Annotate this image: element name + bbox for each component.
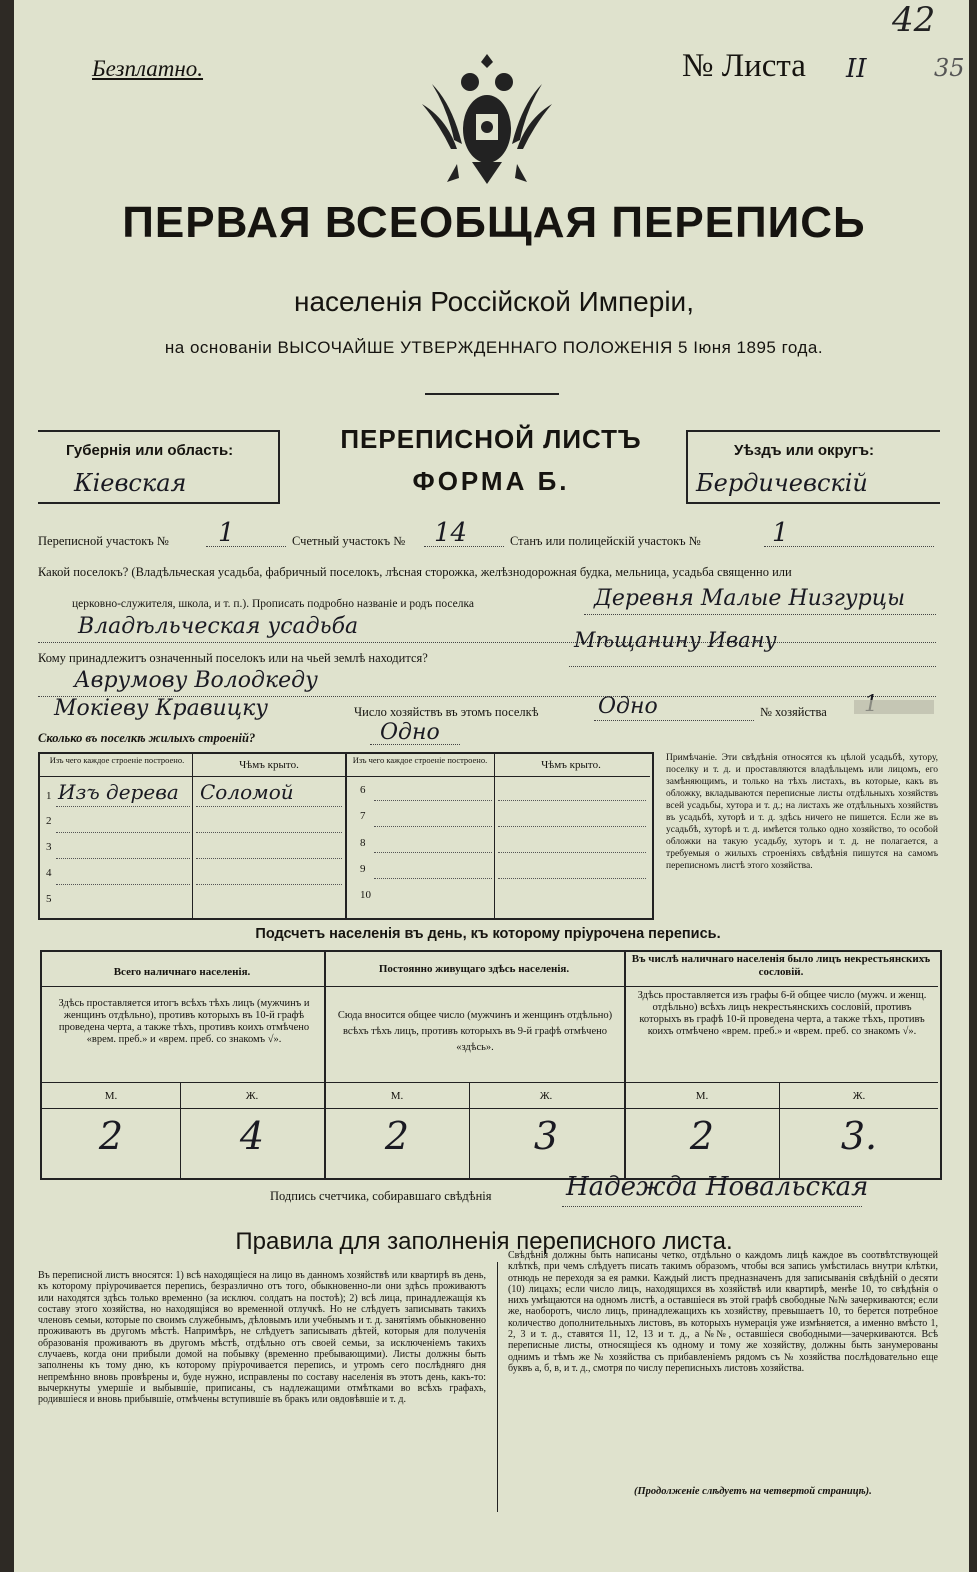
form-title: ПЕРЕПИСНОЙ ЛИСТЪ (340, 424, 642, 454)
col-female-header: Ж. (539, 1090, 553, 1102)
continued-note: (Продолженіе слѣдуетъ на четвертой страницѣ). (634, 1486, 872, 1497)
document-title: ПЕРВАЯ ВСЕОБЩАЯ ПЕРЕПИСЬ (122, 198, 866, 247)
settlement-hint: церковно-служителя, школа, и т. п.). Прописать подробно названіе и родъ поселка (72, 598, 475, 610)
settlement-question: Какой поселокъ? (Владѣльческая усадьба, фабричный поселокъ, лѣсная сторожка, желѣзнодорожная будка, мельница, усадьба священно или (38, 565, 792, 579)
non-peasant-header: Въ числѣ наличнаго населенія было лицъ некрестьянскихъ сословій. (631, 953, 931, 978)
total-female-value: 4 (239, 1114, 265, 1158)
census-sheet (14, 0, 969, 1572)
owner-value-line2: Аврумову Володкеду (74, 668, 318, 693)
sheet-number-label: № Листа (682, 48, 806, 84)
non-peasant-desc: Здѣсь проставляется изъ графы 6-й общее число (мужч. и женщ. отдѣльно) всѣхъ лицъ некрестьянскихъ сословій, противъ которыхъ въ графѣ 10-й проведена черта, а также тѣхъ, противъ коихъ отмѣчено «врем. преб.» и «врем. преб. со знакомъ √». (637, 990, 927, 1037)
buildings-col-roof-header-left: Чѣмъ крыто. (239, 759, 299, 771)
col-male-header: М. (390, 1090, 404, 1102)
building-roof-value: Соломой (200, 780, 294, 804)
building-row-number: 6 (360, 784, 366, 796)
archive-page-number-pencil: 35 (934, 54, 965, 82)
building-row-number: 10 (360, 889, 371, 901)
double-headed-eagle-emblem (412, 44, 562, 194)
building-row-number: 2 (46, 815, 52, 827)
buildings-question: Сколько въ поселкѣ жилыхъ строеній? (38, 731, 256, 745)
permanent-male-value: 2 (384, 1114, 410, 1158)
district-label: Уѣздъ или округъ: (734, 442, 875, 459)
building-row-number: 7 (360, 810, 366, 822)
police-area-value: 1 (772, 518, 789, 548)
households-count-value: Одно (598, 694, 658, 719)
owner-value-line1: Мѣщанину Ивану (574, 628, 777, 652)
building-row-number: 3 (46, 841, 52, 853)
building-row-number: 8 (360, 837, 366, 849)
count-area-value: 14 (434, 518, 468, 548)
col-female-header: Ж. (245, 1090, 259, 1102)
building-row-number: 9 (360, 863, 366, 875)
enumerator-signature-label: Подпись счетчика, собиравшаго свѣдѣнія (270, 1189, 492, 1203)
col-male-header: М. (104, 1090, 118, 1102)
archive-page-number: 42 (892, 0, 936, 40)
building-row-number: 4 (46, 867, 52, 879)
households-count-label: Число хозяйствъ въ этомъ поселкѣ (354, 705, 539, 719)
settlement-value-line1: Деревня Малые Низгурцы (594, 586, 906, 611)
building-row-number: 5 (46, 893, 52, 905)
rules-title: Правила для заполненія переписного листа. (235, 1228, 733, 1255)
district-value: Бердичевскій (696, 469, 868, 497)
building-material-value: Изъ дерева (58, 780, 179, 804)
count-area-label: Счетный участокъ № (292, 534, 406, 548)
police-area-label: Станъ или полицейскій участокъ № (510, 534, 701, 548)
non-peasant-male-value: 2 (689, 1114, 715, 1158)
buildings-col-material-header-right: Изъ чего каждое строеніе построено. (352, 755, 488, 765)
form-type: ФОРМА Б. (412, 466, 570, 496)
buildings-col-material-header-left: Изъ чего каждое строеніе построено. (49, 755, 185, 765)
total-male-value: 2 (98, 1114, 124, 1158)
buildings-col-roof-header-right: Чѣмъ крыто. (541, 759, 601, 771)
census-area-value: 1 (218, 518, 235, 548)
buildings-note: Примѣчаніе. Эти свѣдѣнія относятся къ цѣлой усадьбѣ, хутору, поселку и т. д. и проставляются владѣльцемъ или лицомъ, его замѣняющимъ, и только на тѣхъ листахъ, въ которые, какъ въ обложку, вкладываются переписные листы отдѣльныхъ хозяйствъ всей усадьбы, хутора и т. д.; на листахъ же отдѣльныхъ хозяйствъ въ усадьбѣ, хуторѣ и т. д. здѣсь ничего не пишется. Если же въ усадьбѣ, хуторѣ и т. д. имѣется только одно хозяйство, то особой обложки на такую усадьбу, хуторъ и т. д. не полагается, а требуемыя о жилыхъ строеніяхъ свѣдѣнія пишутся на самомъ переписномъ листѣ этого хозяйства. (666, 753, 938, 871)
province-value: Кіевская (74, 469, 187, 497)
population-section-title: Подсчетъ населенія въ день, къ которому пріурочена перепись. (255, 926, 721, 942)
permanent-residents-header: Постоянно живущаго здѣсь населенія. (378, 963, 570, 975)
owner-value-line3: Мокіеву Кравицку (54, 696, 268, 721)
province-label: Губернія или область: (66, 442, 234, 459)
col-male-header: М. (695, 1090, 709, 1102)
non-peasant-female-value: 3. (840, 1114, 878, 1158)
building-row-number: 1 (46, 790, 52, 802)
owner-question: Кому принадлежитъ означенный поселокъ или на чьей землѣ находится? (38, 651, 428, 665)
col-female-header: Ж. (852, 1090, 866, 1102)
census-area-label: Переписной участокъ № (38, 534, 169, 548)
legal-basis-line: на основаніи ВЫСОЧАЙШЕ УТВЕРЖДЕННАГО ПОЛОЖЕНІЯ 5 Іюня 1895 года. (164, 338, 824, 357)
buildings-count-value: Одно (380, 720, 440, 745)
total-present-header: Всего наличнаго населенія. (113, 966, 251, 978)
household-number-label: № хозяйства (760, 705, 827, 719)
enumerator-signature: Надежда Новальская (566, 1172, 869, 1202)
document-subtitle: населенія Россійской Имперіи, (294, 286, 694, 317)
free-of-charge-label: Безплатно. (92, 56, 204, 81)
settlement-value-line2: Владѣльческая усадьба (78, 614, 359, 639)
sheet-number-value: II (846, 54, 867, 84)
rules-right-column: Свѣдѣнія должны быть написаны четко, отдѣльно о каждомъ лицѣ каждое въ соотвѣтствующей клѣткѣ, при чемъ слѣдуетъ писать такимъ образомъ, чтобы вся запись умѣстилась внутри клѣтки, отнюдь не переходя за ея рамки. Каждый листъ предназначенъ для записыванія свѣдѣній о десяти (10) лицахъ; если число лицъ, находящихся въ хозяйствѣ или квартирѣ, менѣе 10, то свѣдѣнія о нихъ умѣщаются на одномъ листѣ, а оставшіеся въ этой графѣ свободные №№ зачеркиваются; если же, наоборотъ, число лицъ, принадлежащихъ къ хозяйству, превышаетъ 10, то берется потребное количество дополнительныхъ листовъ, въ которыхъ нумерація уже измѣняется, а именно вмѣсто 1, 2, 3 и т. д., ставятся 11, 12, 13 и т. д., а №№, оставшіеся свободными—зачеркиваются. Всѣ переписные листы, относящіеся къ одному и тому же хозяйству, должны быть занумерованы однимъ и тѣмъ же № хозяйства съ прибавленіемъ рядомъ съ № хозяйства послѣдовательно еще буквъ а, б, в, и т. д., смотря по числу переписныхъ листовъ хозяйства. (508, 1250, 938, 1374)
permanent-residents-desc: Сюда вносится общее число (мужчинъ и женщинъ отдѣльно) всѣхъ тѣхъ лицъ, противъ которыхъ въ 9-й графѣ отмѣчено «здѣсь». (337, 1010, 613, 1053)
permanent-female-value: 3 (533, 1114, 559, 1158)
rules-left-column: Въ переписной листъ вносятся: 1) всѣ находящіеся на лицо въ данномъ хозяйствѣ или квартирѣ въ день, къ которому пріурочивается перепись, безразлично отъ того, обыкновенно-ли они здѣсь проживаютъ или находятся здѣсь только временно (за исключ. солдатъ на постоѣ); 2) всѣ лица, принадлежащія къ составу этого хозяйства, но находящіяся во временной отлучкѣ. Но не слѣдуетъ записывать такихъ членовъ семьи, которые по своимъ служебнымъ, дѣловымъ или учебнымъ и т. д. занятіямъ обыкновенно проживаютъ въ другомъ мѣстѣ. Напримѣръ, не слѣдуетъ записывать дѣтей, которыя для полученія образованія проживаютъ въ другомъ мѣстѣ, отдѣльно отъ своей семьи, за исключеніемъ такихъ случаевъ, когда они прибыли домой на побывку (временно пребывающими). Листы должны быть заполнены къ тому дню, къ которому пріурочивается перепись, и утромъ сего послѣдняго дня непремѣнно вновь провѣрены и, буде нужно, исправлены по составу населенія въ этотъ день, какъ-то: вычеркнуты умершіе и выбывшіе, приписаны, съ надлежащими отмѣтками во всѣхъ графахъ, родившіеся и вновь прибывшіе, отмѣчены вступившіе въ бракъ или овдовѣвшіе и т. д. (38, 1270, 486, 1406)
total-present-desc: Здѣсь проставляется итогъ всѣхъ тѣхъ лицъ (мужчинъ и женщинъ отдѣльно), противъ которыхъ въ 10-й графѣ проведена черта, а также тѣхъ, противъ коихъ отмѣчено «врем. преб.» и «врем. преб. со знакомъ √». (58, 998, 310, 1045)
